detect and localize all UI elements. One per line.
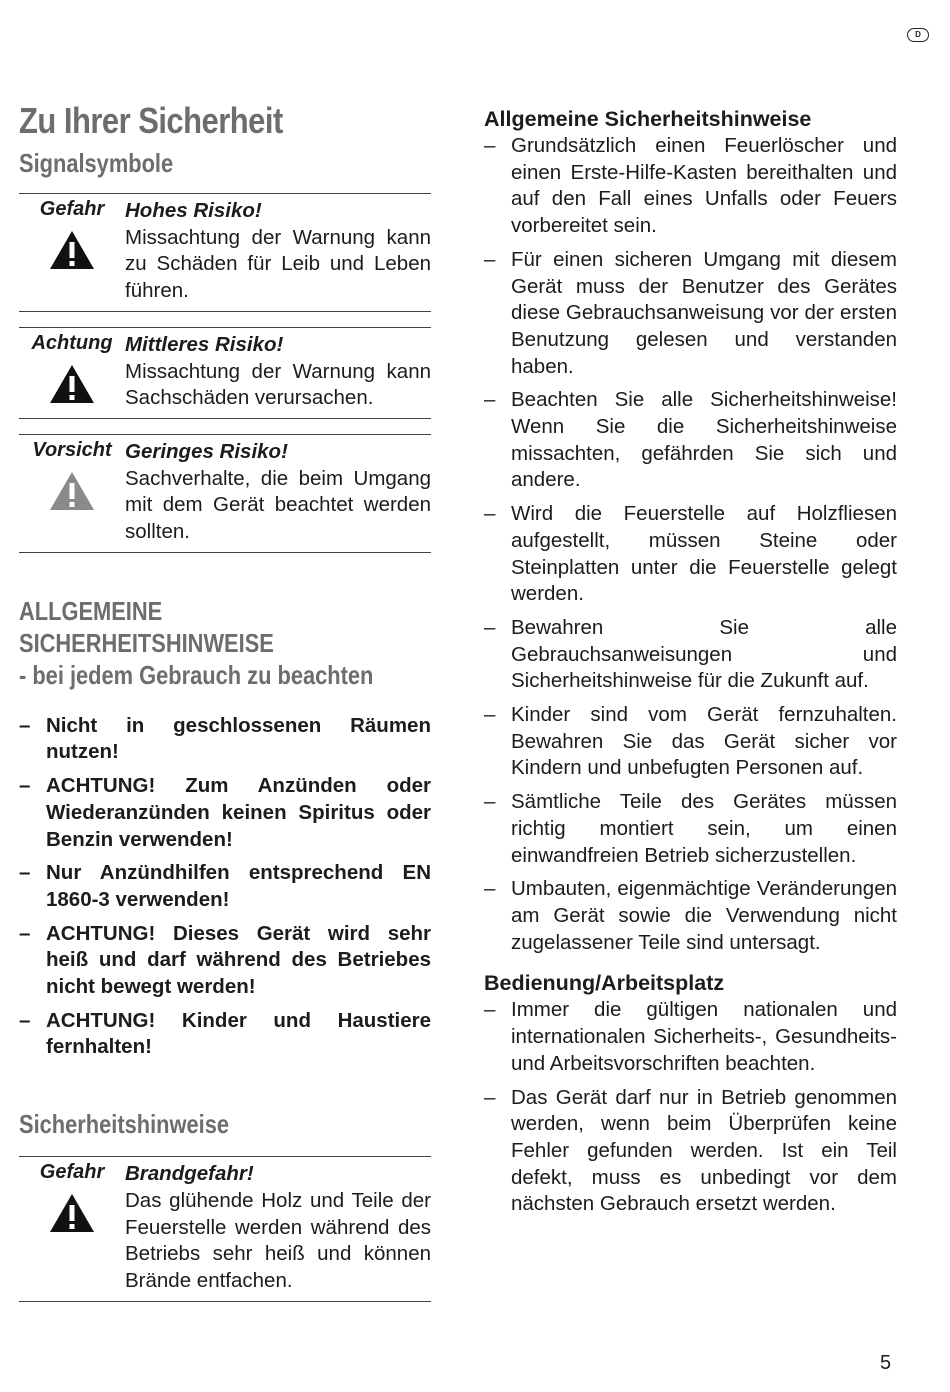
page-title: Zu Ihrer Sicherheit <box>19 100 283 141</box>
signal-symbols-heading: Signalsymbole <box>19 148 174 178</box>
caution-triangle-icon <box>48 470 96 512</box>
signal-text: Sachverhalte, die beim Umgang mit dem Gerät beachtet werden sollten. <box>125 466 431 544</box>
operation-heading: Bedienung/Arbeitsplatz <box>484 971 725 996</box>
language-badge: D <box>907 28 929 42</box>
signal-symbols-table <box>19 193 431 553</box>
divider <box>19 418 431 435</box>
list-item: – Umbauten, eigenmächtige Veränderungen am Gerät sowie die Verwendung nicht zugelassener Teile sind untersagt. <box>484 877 897 954</box>
signal-title: Brandgefahr! <box>125 1162 254 1186</box>
signal-row-danger <box>19 193 431 311</box>
right-column <box>484 106 897 1225</box>
warning-triangle-icon <box>48 1192 96 1234</box>
list-item: – Grundsätzlich einen Feuerlöscher und einen Erste-Hilfe-Kasten bereithalten und auf den Fall eines Unfalls oder Feuers vorbereitet sein. <box>484 134 897 238</box>
signal-title: Geringes Risiko! <box>125 439 288 463</box>
safety-notes-heading: Sicherheitshinweise <box>19 1109 229 1140</box>
list-item: – Nur Anzündhilfen entsprechend EN 1860-3 verwenden! <box>19 861 431 911</box>
list-item: – ACHTUNG! Dieses Gerät wird sehr heiß und darf während des Betriebes nicht bewegt werden! <box>19 921 431 999</box>
signal-row-fire-danger <box>19 1156 431 1302</box>
signal-text: Missachtung der Warnung kann zu Schäden für Leib und Leben führen. <box>125 225 431 303</box>
signal-title: Hohes Risiko! <box>125 199 262 222</box>
list-item: – Bewahren Sie alle Gebrauchsanweisungen und Sicherheitshinweise für die Zukunft auf. <box>484 615 897 693</box>
general-notes-list <box>19 713 431 1061</box>
signal-row-warning <box>19 328 431 418</box>
signal-word: Gefahr <box>39 1161 105 1184</box>
page-number: 5 <box>880 1352 892 1374</box>
list-item: – Kinder sind vom Gerät fernzuhalten. Bewahren Sie das Gerät sicher vor Kindern und unbefugten Personen auf. <box>484 703 897 780</box>
general-safety-heading: Allgemeine Sicherheitshinweise <box>484 107 812 131</box>
signal-word: Gefahr <box>39 198 105 220</box>
signal-text: Missachtung der Warnung kann Sachschäden verursachen. <box>125 359 431 410</box>
list-item: – Nicht in geschlossenen Räumen nutzen! <box>19 713 431 764</box>
signal-title: Mittleres Risiko! <box>125 332 284 356</box>
signal-text: Das glühende Holz und Teile der Feuerstelle werden während des Betriebs sehr heiß und können Brände entfachen. <box>125 1188 431 1292</box>
list-item: – Beachten Sie alle Sicherheitshinweise! Wenn Sie die Sicherheitshinweise missachten, gefährden Sie sich und andere. <box>484 388 897 492</box>
operation-list <box>484 997 897 1218</box>
signal-row-caution <box>19 435 431 553</box>
signal-word: Achtung <box>31 331 113 354</box>
warning-triangle-icon <box>48 229 96 271</box>
list-item: – Für einen sicheren Umgang mit diesem Gerät muss der Benutzer des Gerätes diese Gebrauchsanweisung vor der ersten Benutzung gelesen und verstanden haben. <box>484 247 897 378</box>
list-item: – Wird die Feuerstelle auf Holzfliesen aufgestellt, müssen Steine oder Steinplatten unter die Feuerstelle gelegt werden. <box>484 502 897 606</box>
list-item: – Sämtliche Teile des Gerätes müssen richtig montiert sein, um einen einwandfreien Betrieb sicherzustellen. <box>484 790 897 867</box>
list-item: – ACHTUNG! Zum Anzünden oder Wiederanzünden keinen Spiritus oder Benzin verwenden! <box>19 774 431 851</box>
general-notes-heading: ALLGEMEINE SICHERHEITSHINWEISE - bei jedem Gebrauch zu beachten <box>19 595 374 690</box>
left-column <box>19 100 431 1302</box>
warning-triangle-icon <box>48 363 96 405</box>
signal-word: Vorsicht <box>32 438 112 461</box>
general-safety-list <box>484 133 897 956</box>
list-item: – ACHTUNG! Kinder und Haustiere fernhalten! <box>19 1008 431 1059</box>
safety-notes-table <box>19 1156 431 1302</box>
list-item: – Das Gerät darf nur in Betrieb genommen werden, wenn beim Überprüfen keine Fehler gefunden werden. Ist ein Teil defekt, muss es unbedingt vor dem nächsten Gebrauch ersetzt werden. <box>484 1085 897 1216</box>
divider <box>19 311 431 328</box>
list-item: – Immer die gültigen nationalen und internationalen Sicherheits-, Gesundheits- und Arbeitsvorschriften beachten. <box>484 998 897 1075</box>
